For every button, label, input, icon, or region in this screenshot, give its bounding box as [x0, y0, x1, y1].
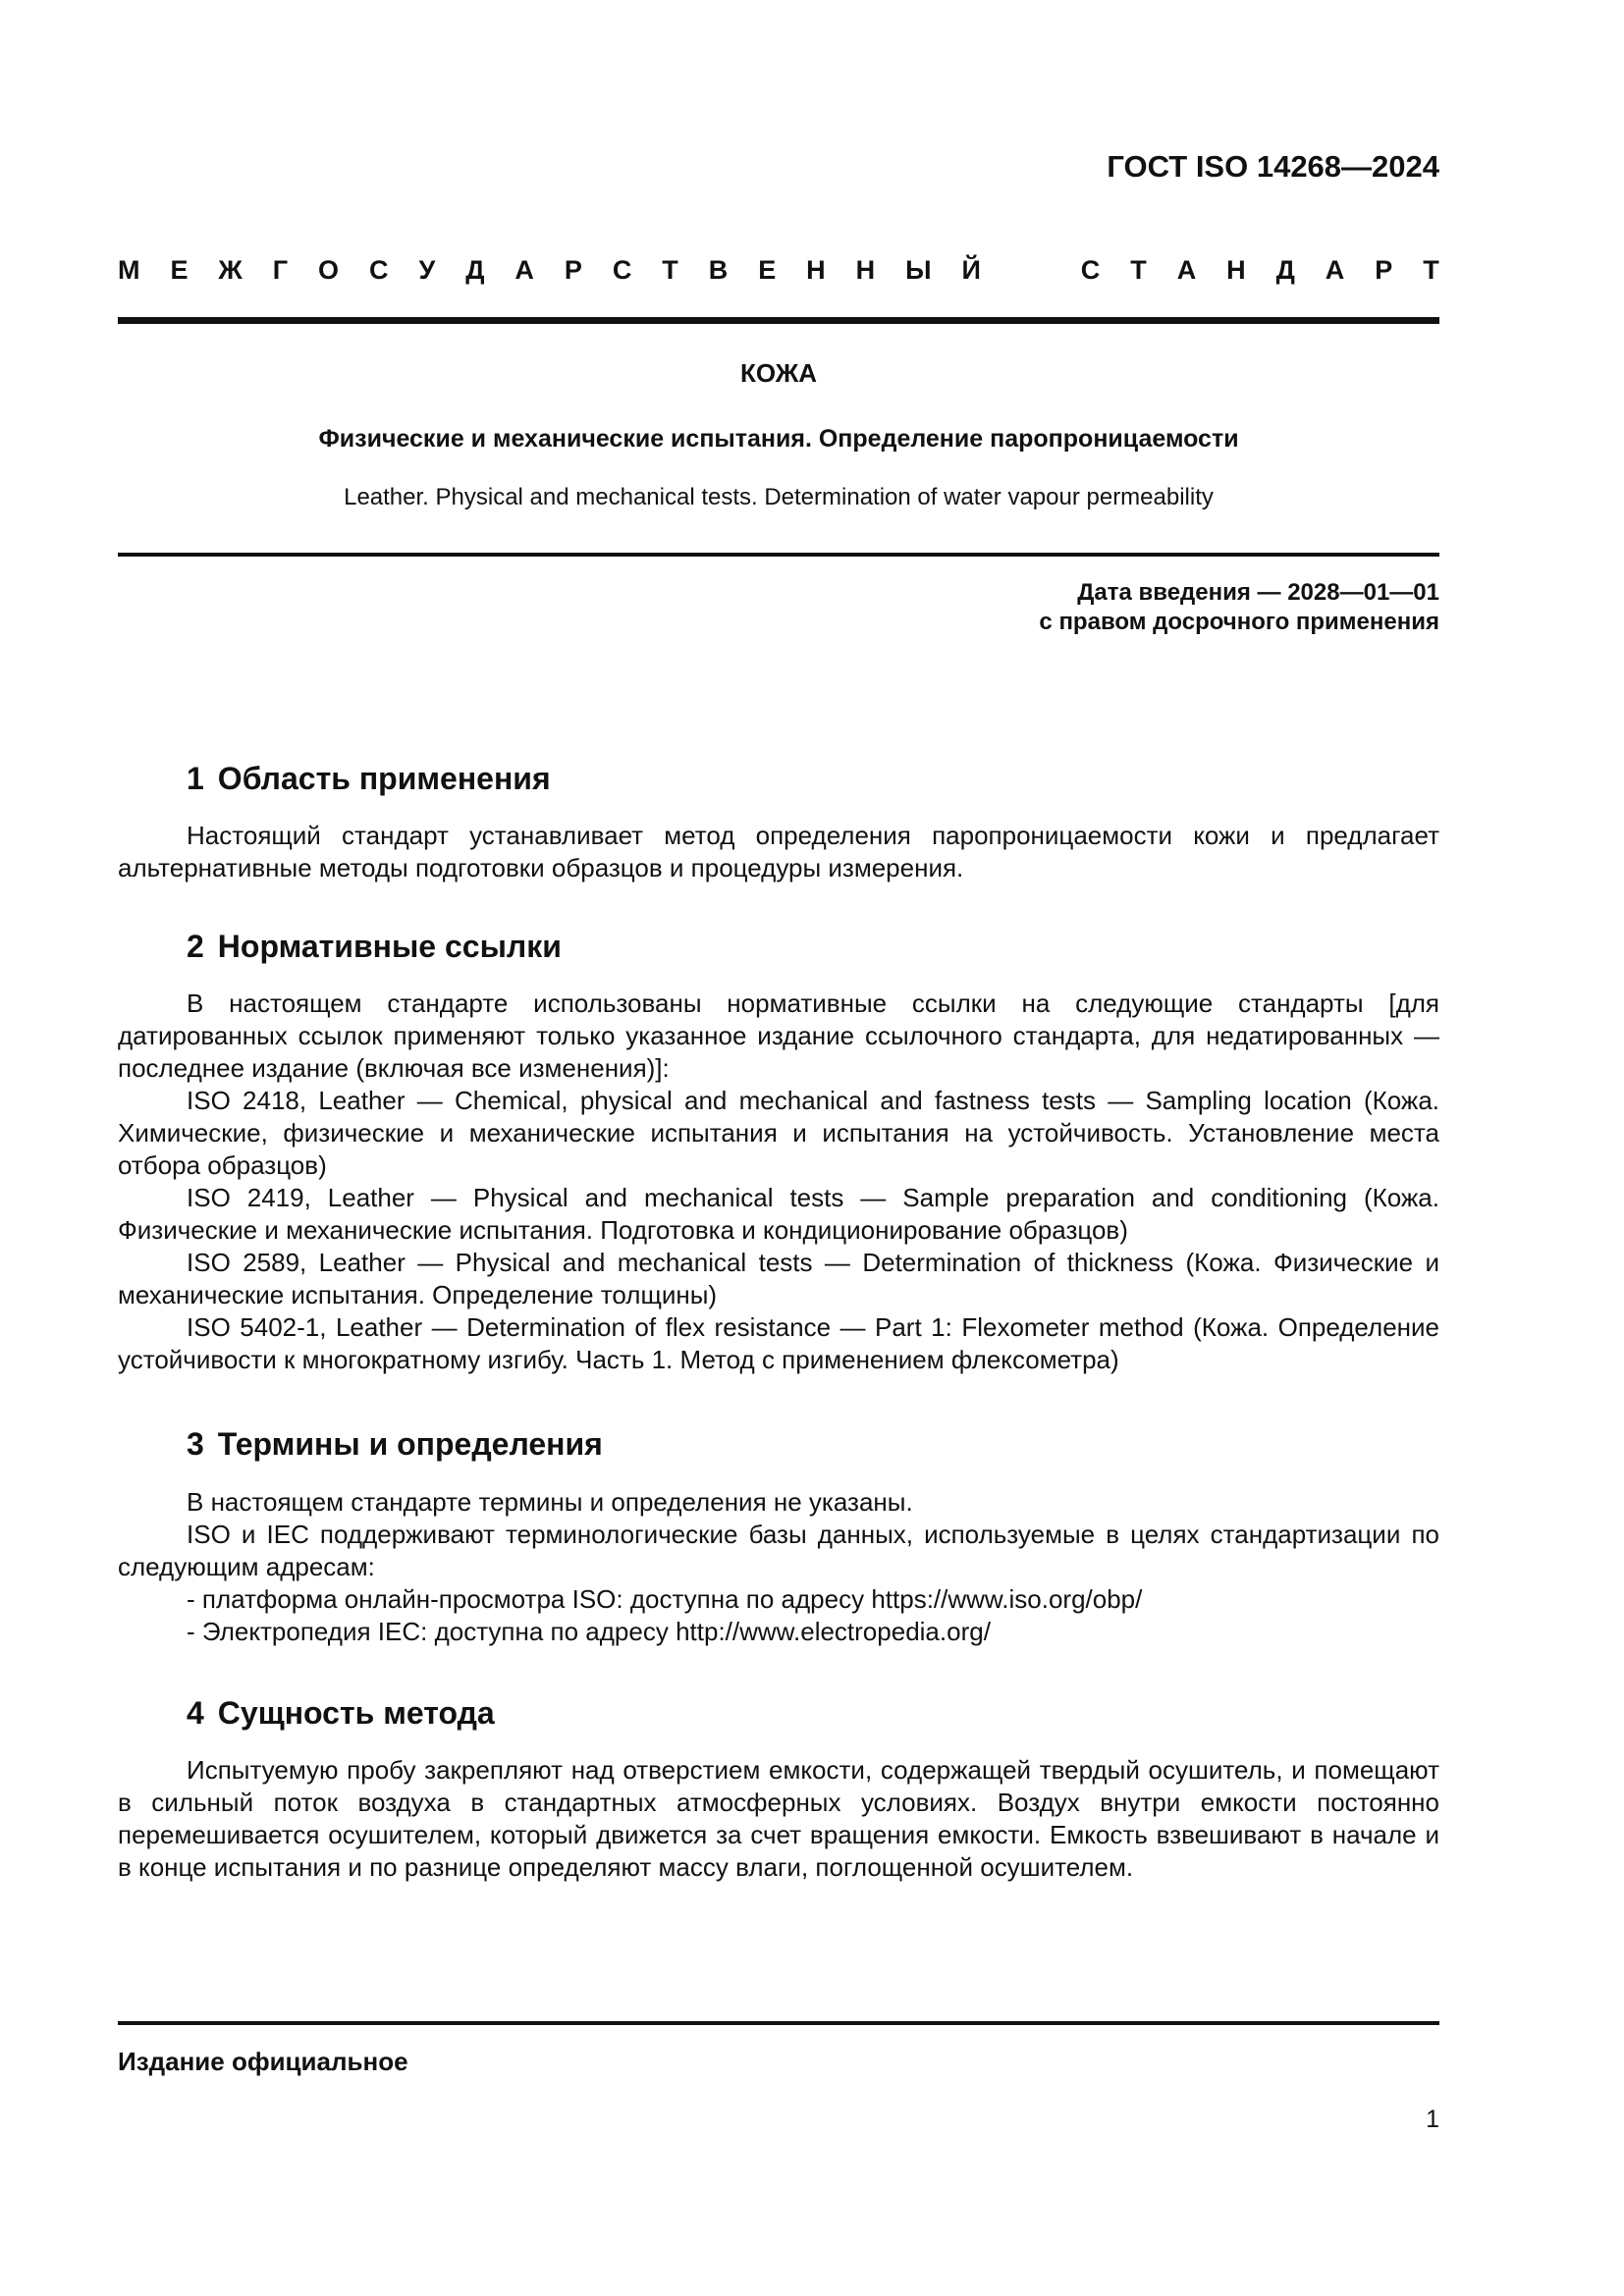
standard-type-letter: О: [318, 255, 340, 285]
standard-type-letter: Т: [662, 255, 678, 285]
standard-type-letter: С: [1080, 255, 1101, 285]
standard-type-letter: А: [1325, 255, 1345, 285]
standard-type-letter: Р: [564, 255, 582, 285]
section-1-heading: [187, 758, 1439, 799]
section-3-heading: [187, 1423, 1439, 1465]
section-title: Область применения: [217, 761, 551, 796]
section-title: Термины и определения: [217, 1426, 603, 1462]
paragraph: В настоящем стандарте использованы нормативные ссылки на следующие стандарты [для датированных ссылок применяют только указанное издание ссылочного стандарта, для недатированных — последнее издание (включая все изменения)]:: [118, 988, 1439, 1083]
standard-type-letter: А: [514, 255, 534, 285]
standard-type-letter: Т: [1130, 255, 1147, 285]
list-item: - платформа онлайн-просмотра ISO: доступна по адресу https://www.iso.org/obp/: [187, 1584, 1143, 1614]
document-title: КОЖА: [739, 358, 818, 388]
reference-item: ISO 5402-1, Leather — Determination of flex resistance — Part 1: Flexometer method (Кожа. Определение устойчивости к многократному изгибу. Часть 1. Метод с применением флексометра): [118, 1312, 1439, 1374]
section-title: Нормативные ссылки: [217, 929, 562, 964]
standard-type-letter: Ы: [905, 255, 932, 285]
early-application-note: с правом досрочного применения: [1039, 609, 1439, 635]
standard-type-letter: Н: [1226, 255, 1246, 285]
standard-type-letter: В: [708, 255, 729, 285]
standard-type-letter: Г: [272, 255, 289, 285]
section-number: 3: [187, 1426, 204, 1462]
reference-item: ISO 2419, Leather — Physical and mechanical tests — Sample preparation and conditioning (Кожа. Физические и механические испытания. Подготовка и кондиционирование образцов): [118, 1183, 1439, 1245]
standard-type-letter: Й: [961, 255, 981, 285]
title-rule: [118, 553, 1439, 557]
document-title-english: Leather. Physical and mechanical tests. Determination of water vapour permeability: [344, 484, 1214, 510]
standard-type-letter: А: [1176, 255, 1197, 285]
list-item: - Электропедия IEC: доступна по адресу http://www.electropedia.org/: [187, 1617, 991, 1646]
standard-type-letter: Ж: [218, 255, 243, 285]
section-2-body: [118, 988, 1439, 1376]
section-number: 2: [187, 929, 204, 964]
standard-type-heading: [118, 252, 1439, 288]
section-number: 1: [187, 761, 204, 796]
introduction-date: Дата введения — 2028—01—01: [1077, 579, 1439, 606]
paragraph: В настоящем стандарте термины и определения не указаны.: [187, 1487, 913, 1517]
standard-type-letter: Е: [170, 255, 189, 285]
standard-type-letter: Т: [1423, 255, 1439, 285]
section-4-body: [118, 1754, 1439, 1884]
gost-number: ГОСТ ISO 14268—2024: [1107, 149, 1439, 184]
section-3-body: [118, 1486, 1439, 1648]
section-title: Сущность метода: [217, 1695, 495, 1731]
paragraph: Настоящий стандарт устанавливает метод определения паропроницаемости кожи и предлагает альтернативные методы подготовки образцов и процедуры измерения.: [118, 821, 1439, 882]
standard-type-letter: Е: [758, 255, 777, 285]
standard-type-letter: С: [369, 255, 389, 285]
footer-rule: [118, 2021, 1439, 2025]
paragraph: Испытуемую пробу закрепляют над отверстием емкости, содержащей твердый осушитель, и помещают в сильный поток воздуха в стандартных атмосферных условиях. Воздух внутри емкости постоянно перемешивается осушителем, который движется за счет вращения емкости. Емкость взвешивают в начале и в конце испытания и по разнице определяют массу влаги, поглощенной осушителем.: [118, 1755, 1439, 1882]
official-edition-label: Издание официальное: [118, 2047, 408, 2076]
section-2-heading: [187, 926, 1439, 967]
section-number: 4: [187, 1695, 204, 1731]
introduction-date-block: [118, 578, 1439, 637]
section-1-body: [118, 820, 1439, 884]
standard-type-letter: Н: [855, 255, 876, 285]
word-gap: [1011, 252, 1051, 288]
section-4-heading: [187, 1692, 1439, 1734]
standard-type-letter: Н: [806, 255, 826, 285]
reference-item: ISO 2589, Leather — Physical and mechanical tests — Determination of thickness (Кожа. Физические и механические испытания. Определение толщины): [118, 1248, 1439, 1309]
standard-type-letter: Р: [1375, 255, 1393, 285]
standard-type-letter: У: [418, 255, 436, 285]
paragraph: ISO и IEC поддерживают терминологические базы данных, используемые в целях стандартизации по следующим адресам:: [118, 1520, 1439, 1581]
standard-type-letter: С: [612, 255, 632, 285]
document-subtitle: Физические и механические испытания. Определение паропроницаемости: [318, 425, 1239, 453]
reference-item: ISO 2418, Leather — Chemical, physical and mechanical and fastness tests — Sampling location (Кожа. Химические, физические и механические испытания и испытания на устойчивость. Установление места отбора образцов): [118, 1086, 1439, 1180]
standard-type-letter: Д: [1275, 255, 1295, 285]
top-thick-rule: [118, 317, 1439, 324]
page-number: 1: [1426, 2106, 1439, 2133]
standard-type-letter: Д: [465, 255, 485, 285]
standard-type-letter: М: [118, 255, 140, 285]
